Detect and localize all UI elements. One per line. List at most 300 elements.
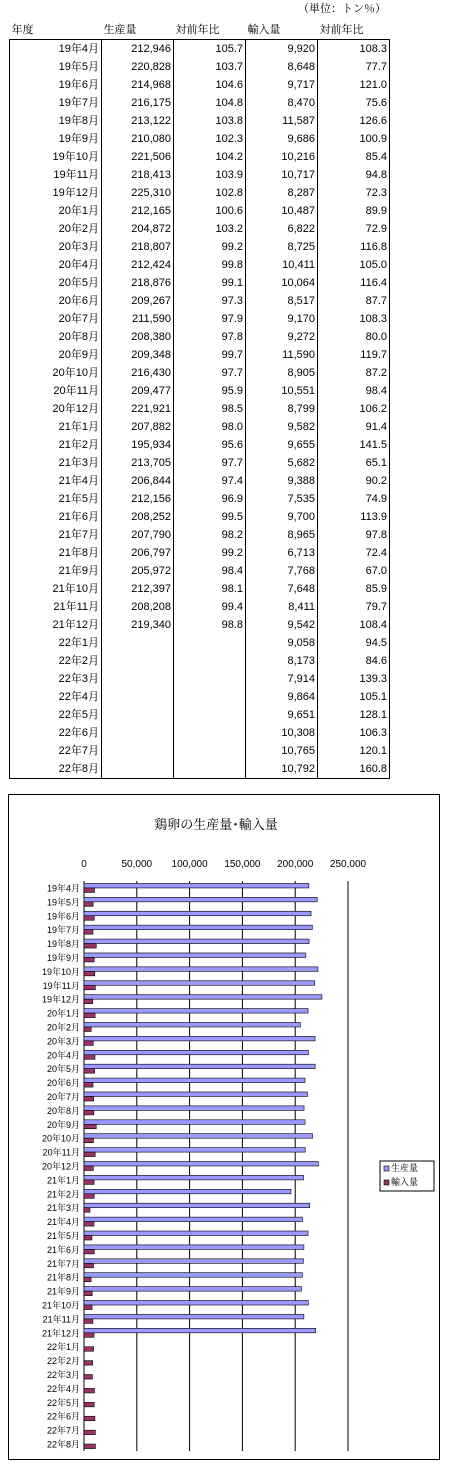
- cell-production: 213,705: [102, 454, 174, 472]
- table-row: [10, 256, 390, 274]
- bar-imports: [84, 1013, 95, 1018]
- cell-production-yoy: 103.7: [174, 58, 246, 76]
- cell-production: 216,430: [102, 364, 174, 382]
- cell-period: 21年4月: [10, 472, 102, 490]
- cell-period: 20年1月: [10, 202, 102, 220]
- cell-imports-yoy: 108.3: [318, 40, 390, 59]
- cell-production-yoy: 95.6: [174, 436, 246, 454]
- cell-production-yoy: 100.6: [174, 202, 246, 220]
- table-row: [10, 562, 390, 580]
- table-row: [10, 436, 390, 454]
- cell-imports-yoy: 74.9: [318, 490, 390, 508]
- cell-period: 20年3月: [10, 238, 102, 256]
- cell-period: 21年3月: [10, 454, 102, 472]
- bar-imports: [84, 1194, 94, 1199]
- table-row: [10, 364, 390, 382]
- bar-production: [84, 1314, 304, 1319]
- cell-production-yoy: 97.7: [174, 454, 246, 472]
- cell-period: 22年5月: [10, 706, 102, 724]
- table-row: [10, 490, 390, 508]
- bar-imports: [84, 944, 96, 949]
- cell-period: 21年9月: [10, 562, 102, 580]
- bar-production: [84, 883, 309, 888]
- cell-imports: 8,648: [246, 58, 318, 76]
- cell-imports: 10,717: [246, 166, 318, 184]
- cell-imports-yoy: 126.6: [318, 112, 390, 130]
- bar-imports: [84, 1263, 93, 1268]
- bar-imports: [84, 1416, 95, 1421]
- cell-imports-yoy: 67.0: [318, 562, 390, 580]
- table-row: [10, 94, 390, 112]
- cell-imports-yoy: 90.2: [318, 472, 390, 490]
- table-row: [10, 724, 390, 742]
- cell-production: 206,844: [102, 472, 174, 490]
- cell-production: [102, 724, 174, 742]
- cell-period: 21年6月: [10, 508, 102, 526]
- category-label: 20年7月: [46, 1091, 80, 1102]
- cell-imports-yoy: 105.0: [318, 256, 390, 274]
- cell-period: 19年4月: [10, 40, 102, 59]
- cell-production: 209,267: [102, 292, 174, 310]
- bar-imports: [84, 1041, 93, 1046]
- cell-imports-yoy: 108.3: [318, 310, 390, 328]
- cell-period: 22年2月: [10, 652, 102, 670]
- cell-imports: 9,542: [246, 616, 318, 634]
- table-row: [10, 148, 390, 166]
- bar-imports: [84, 1152, 95, 1157]
- cell-production: 225,310: [102, 184, 174, 202]
- bar-imports: [84, 1305, 92, 1310]
- header-production-yoy: 対前年比: [174, 21, 246, 40]
- cell-production-yoy: 102.3: [174, 130, 246, 148]
- category-label: 21年7月: [46, 1258, 80, 1269]
- cell-production-yoy: 98.4: [174, 562, 246, 580]
- x-tick-label: 100,000: [171, 859, 208, 870]
- table-row: [10, 400, 390, 418]
- table-row: [10, 58, 390, 76]
- cell-production-yoy: 97.7: [174, 364, 246, 382]
- table-row: [10, 166, 390, 184]
- cell-production: [102, 670, 174, 688]
- table-row: [10, 616, 390, 634]
- bar-production: [84, 1231, 308, 1236]
- cell-production-yoy: 99.2: [174, 544, 246, 562]
- bar-production: [84, 1036, 315, 1041]
- cell-production: [102, 688, 174, 706]
- bar-imports: [84, 1180, 94, 1185]
- bar-production: [84, 995, 322, 1000]
- category-label: 20年9月: [46, 1119, 80, 1130]
- cell-imports: 10,551: [246, 382, 318, 400]
- table-row: [10, 508, 390, 526]
- cell-production: 204,872: [102, 220, 174, 238]
- category-label: 20年12月: [41, 1161, 80, 1172]
- table-row: [10, 742, 390, 760]
- cell-imports-yoy: 97.8: [318, 526, 390, 544]
- cell-imports: 10,064: [246, 274, 318, 292]
- bar-imports: [84, 1208, 90, 1213]
- cell-production-yoy: 103.2: [174, 220, 246, 238]
- cell-production-yoy: 104.2: [174, 148, 246, 166]
- cell-imports-yoy: 80.0: [318, 328, 390, 346]
- cell-period: 20年4月: [10, 256, 102, 274]
- cell-imports-yoy: 106.2: [318, 400, 390, 418]
- cell-production-yoy: 104.6: [174, 76, 246, 94]
- cell-imports: 11,590: [246, 346, 318, 364]
- cell-imports: 9,700: [246, 508, 318, 526]
- cell-production: 209,348: [102, 346, 174, 364]
- cell-production: 211,590: [102, 310, 174, 328]
- x-tick-label: 50,000: [121, 859, 153, 870]
- cell-imports-yoy: 98.4: [318, 382, 390, 400]
- bar-production: [84, 1245, 304, 1250]
- table-header-row: [10, 21, 390, 40]
- cell-production: 216,175: [102, 94, 174, 112]
- table-row: [10, 310, 390, 328]
- cell-imports: 9,651: [246, 706, 318, 724]
- cell-period: 19年7月: [10, 94, 102, 112]
- table-row: [10, 382, 390, 400]
- bar-production: [84, 1301, 308, 1306]
- category-label: 20年3月: [46, 1036, 80, 1047]
- cell-production-yoy: 99.4: [174, 598, 246, 616]
- cell-imports: 8,725: [246, 238, 318, 256]
- category-label: 21年8月: [46, 1272, 80, 1283]
- cell-imports: 8,799: [246, 400, 318, 418]
- bar-imports: [84, 1277, 91, 1282]
- cell-production-yoy: [174, 670, 246, 688]
- cell-production-yoy: 105.7: [174, 40, 246, 59]
- cell-imports-yoy: 85.9: [318, 580, 390, 598]
- cell-period: 21年7月: [10, 526, 102, 544]
- bar-imports: [84, 1361, 93, 1366]
- cell-period: 19年6月: [10, 76, 102, 94]
- cell-imports: 9,920: [246, 40, 318, 59]
- cell-period: 20年7月: [10, 310, 102, 328]
- cell-period: 20年6月: [10, 292, 102, 310]
- x-tick-label: 150,000: [224, 859, 261, 870]
- category-label: 21年12月: [41, 1328, 80, 1339]
- cell-imports-yoy: 105.1: [318, 688, 390, 706]
- header-period: 年度: [10, 21, 102, 40]
- cell-production-yoy: 103.8: [174, 112, 246, 130]
- cell-production: 210,080: [102, 130, 174, 148]
- legend-label: 生産量: [391, 1163, 419, 1173]
- cell-production: 206,797: [102, 544, 174, 562]
- table-row: [10, 670, 390, 688]
- cell-production: 208,252: [102, 508, 174, 526]
- cell-period: 20年8月: [10, 328, 102, 346]
- cell-imports: 9,717: [246, 76, 318, 94]
- table-row: [10, 634, 390, 652]
- bar-imports: [84, 1388, 94, 1393]
- chart-title: 鶏卵の生産量･輸入量: [154, 817, 278, 832]
- cell-period: 20年10月: [10, 364, 102, 382]
- cell-imports-yoy: 106.3: [318, 724, 390, 742]
- cell-production: 212,397: [102, 580, 174, 598]
- cell-imports: 5,682: [246, 454, 318, 472]
- cell-imports: 9,686: [246, 130, 318, 148]
- table-row: [10, 130, 390, 148]
- category-label: 20年6月: [46, 1078, 80, 1089]
- cell-period: 21年5月: [10, 490, 102, 508]
- x-tick-label: 250,000: [329, 859, 367, 870]
- bar-production: [84, 897, 317, 902]
- bar-imports: [84, 916, 94, 921]
- cell-production: [102, 634, 174, 652]
- bar-imports: [84, 999, 93, 1004]
- bar-production: [84, 1148, 305, 1153]
- cell-imports: 7,648: [246, 580, 318, 598]
- bar-imports: [84, 1096, 94, 1101]
- cell-production: 218,876: [102, 274, 174, 292]
- cell-period: 19年12月: [10, 184, 102, 202]
- cell-imports: 7,914: [246, 670, 318, 688]
- category-label: 22年8月: [46, 1439, 80, 1450]
- cell-period: 22年3月: [10, 670, 102, 688]
- cell-imports: 8,905: [246, 364, 318, 382]
- cell-period: 21年10月: [10, 580, 102, 598]
- cell-period: 21年12月: [10, 616, 102, 634]
- bar-production: [84, 1203, 310, 1208]
- bar-production: [84, 967, 318, 972]
- table-row: [10, 598, 390, 616]
- category-label: 22年3月: [46, 1370, 80, 1381]
- cell-production-yoy: 97.9: [174, 310, 246, 328]
- table-row: [10, 202, 390, 220]
- bar-production: [84, 911, 311, 916]
- cell-production: [102, 652, 174, 670]
- category-label: 21年4月: [46, 1217, 80, 1228]
- bar-production: [84, 1273, 302, 1278]
- table-row: [10, 526, 390, 544]
- category-label: 21年2月: [46, 1189, 80, 1200]
- cell-production: 221,921: [102, 400, 174, 418]
- table-row: [10, 184, 390, 202]
- table-row: [10, 652, 390, 670]
- cell-imports-yoy: 120.1: [318, 742, 390, 760]
- table-row: [10, 274, 390, 292]
- legend-swatch: [384, 1180, 389, 1185]
- cell-period: 20年11月: [10, 382, 102, 400]
- bar-production: [84, 981, 315, 986]
- cell-period: 22年8月: [10, 760, 102, 779]
- bar-production: [84, 1022, 300, 1027]
- table-row: [10, 292, 390, 310]
- cell-production: 207,882: [102, 418, 174, 436]
- bar-production: [84, 1064, 315, 1069]
- category-label: 21年9月: [46, 1286, 80, 1297]
- table-row: [10, 40, 390, 59]
- cell-production-yoy: [174, 760, 246, 779]
- x-tick-label: 0: [81, 859, 87, 870]
- bar-imports: [84, 1444, 95, 1449]
- category-label: 20年8月: [46, 1105, 80, 1116]
- cell-imports-yoy: 94.8: [318, 166, 390, 184]
- category-label: 20年11月: [42, 1147, 80, 1158]
- cell-imports-yoy: 139.3: [318, 670, 390, 688]
- cell-production-yoy: [174, 724, 246, 742]
- cell-period: 21年1月: [10, 418, 102, 436]
- cell-imports: 8,470: [246, 94, 318, 112]
- bar-production: [84, 1175, 304, 1180]
- cell-production-yoy: 97.3: [174, 292, 246, 310]
- bar-production: [84, 1106, 304, 1111]
- cell-production: 218,413: [102, 166, 174, 184]
- table-row: [10, 706, 390, 724]
- bar-chart: [9, 795, 439, 1459]
- table-row: [10, 418, 390, 436]
- table-row: [10, 688, 390, 706]
- cell-production: 212,946: [102, 40, 174, 59]
- category-label: 21年5月: [46, 1231, 80, 1242]
- cell-imports-yoy: 116.8: [318, 238, 390, 256]
- category-label: 19年8月: [46, 939, 80, 950]
- bar-production: [84, 1134, 313, 1139]
- bar-production: [84, 925, 312, 930]
- cell-imports: 8,965: [246, 526, 318, 544]
- cell-period: 19年10月: [10, 148, 102, 166]
- cell-imports: 8,411: [246, 598, 318, 616]
- cell-production-yoy: 99.7: [174, 346, 246, 364]
- cell-production-yoy: [174, 652, 246, 670]
- bar-imports: [84, 1291, 92, 1296]
- cell-period: 20年2月: [10, 220, 102, 238]
- cell-production-yoy: 102.8: [174, 184, 246, 202]
- bar-imports: [84, 1222, 94, 1227]
- table-row: [10, 76, 390, 94]
- cell-period: 20年5月: [10, 274, 102, 292]
- cell-production: [102, 706, 174, 724]
- cell-imports-yoy: 89.9: [318, 202, 390, 220]
- cell-imports-yoy: 87.2: [318, 364, 390, 382]
- cell-imports: 9,655: [246, 436, 318, 454]
- category-label: 19年6月: [46, 911, 80, 922]
- cell-production-yoy: 98.5: [174, 400, 246, 418]
- cell-production-yoy: 98.0: [174, 418, 246, 436]
- bar-production: [84, 1050, 308, 1055]
- cell-production: [102, 742, 174, 760]
- category-label: 22年1月: [46, 1342, 80, 1353]
- table-row: [10, 454, 390, 472]
- bar-production: [84, 1009, 308, 1014]
- category-label: 22年6月: [46, 1411, 80, 1422]
- cell-period: 20年12月: [10, 400, 102, 418]
- cell-production: 208,208: [102, 598, 174, 616]
- bar-imports: [84, 1083, 93, 1088]
- cell-imports-yoy: 160.8: [318, 760, 390, 779]
- cell-production-yoy: [174, 688, 246, 706]
- cell-production-yoy: [174, 706, 246, 724]
- cell-imports: 9,272: [246, 328, 318, 346]
- legend-label: 輸入量: [391, 1177, 419, 1187]
- cell-production: 221,506: [102, 148, 174, 166]
- table-row: [10, 472, 390, 490]
- category-label: 22年4月: [46, 1383, 80, 1394]
- bar-production: [84, 1287, 302, 1292]
- cell-production: 213,122: [102, 112, 174, 130]
- x-tick-label: 200,000: [277, 859, 314, 870]
- category-label: 21年10月: [41, 1300, 80, 1311]
- cell-production-yoy: 103.9: [174, 166, 246, 184]
- bar-imports: [84, 1236, 92, 1241]
- category-label: 19年12月: [41, 994, 80, 1005]
- table-row: [10, 238, 390, 256]
- cell-period: 21年2月: [10, 436, 102, 454]
- bar-production: [84, 1217, 302, 1222]
- bar-imports: [84, 930, 93, 935]
- cell-period: 22年7月: [10, 742, 102, 760]
- table-row: [10, 328, 390, 346]
- bar-imports: [84, 1319, 93, 1324]
- cell-imports: 9,170: [246, 310, 318, 328]
- table-row: [10, 346, 390, 364]
- chart-frame: [8, 794, 440, 1460]
- cell-imports: 9,058: [246, 634, 318, 652]
- category-label: 20年4月: [46, 1050, 80, 1061]
- cell-period: 21年11月: [10, 598, 102, 616]
- cell-period: 19年11月: [10, 166, 102, 184]
- cell-period: 22年1月: [10, 634, 102, 652]
- cell-imports-yoy: 141.5: [318, 436, 390, 454]
- category-label: 21年1月: [46, 1175, 80, 1186]
- cell-imports-yoy: 91.4: [318, 418, 390, 436]
- category-label: 21年6月: [46, 1244, 80, 1255]
- header-production: 生産量: [102, 21, 174, 40]
- category-label: 20年5月: [46, 1064, 80, 1075]
- header-imports: 輸入量: [246, 21, 318, 40]
- cell-imports: 11,587: [246, 112, 318, 130]
- bar-imports: [84, 1110, 94, 1115]
- cell-production-yoy: [174, 742, 246, 760]
- bar-imports: [84, 971, 95, 976]
- cell-period: 19年8月: [10, 112, 102, 130]
- cell-production-yoy: 98.2: [174, 526, 246, 544]
- cell-imports-yoy: 121.0: [318, 76, 390, 94]
- bar-imports: [84, 1430, 95, 1435]
- cell-production-yoy: 97.4: [174, 472, 246, 490]
- cell-imports: 8,173: [246, 652, 318, 670]
- cell-period: 20年9月: [10, 346, 102, 364]
- cell-imports-yoy: 119.7: [318, 346, 390, 364]
- cell-production-yoy: 98.1: [174, 580, 246, 598]
- cell-imports-yoy: 84.6: [318, 652, 390, 670]
- cell-imports-yoy: 75.6: [318, 94, 390, 112]
- cell-imports: 6,822: [246, 220, 318, 238]
- cell-production-yoy: 99.8: [174, 256, 246, 274]
- cell-imports: 9,864: [246, 688, 318, 706]
- cell-imports-yoy: 65.1: [318, 454, 390, 472]
- cell-imports: 7,535: [246, 490, 318, 508]
- cell-imports: 10,308: [246, 724, 318, 742]
- cell-production: 209,477: [102, 382, 174, 400]
- cell-production: [102, 760, 174, 779]
- cell-imports-yoy: 94.5: [318, 634, 390, 652]
- bar-imports: [84, 1138, 93, 1143]
- cell-imports: 8,287: [246, 184, 318, 202]
- cell-imports-yoy: 128.1: [318, 706, 390, 724]
- bar-imports: [84, 1333, 94, 1338]
- cell-imports-yoy: 79.7: [318, 598, 390, 616]
- cell-imports-yoy: 113.9: [318, 508, 390, 526]
- table-row: [10, 220, 390, 238]
- category-label: 22年2月: [46, 1356, 80, 1367]
- cell-imports: 10,411: [246, 256, 318, 274]
- cell-imports: 6,713: [246, 544, 318, 562]
- cell-imports: 9,388: [246, 472, 318, 490]
- cell-imports: 9,582: [246, 418, 318, 436]
- cell-imports-yoy: 100.9: [318, 130, 390, 148]
